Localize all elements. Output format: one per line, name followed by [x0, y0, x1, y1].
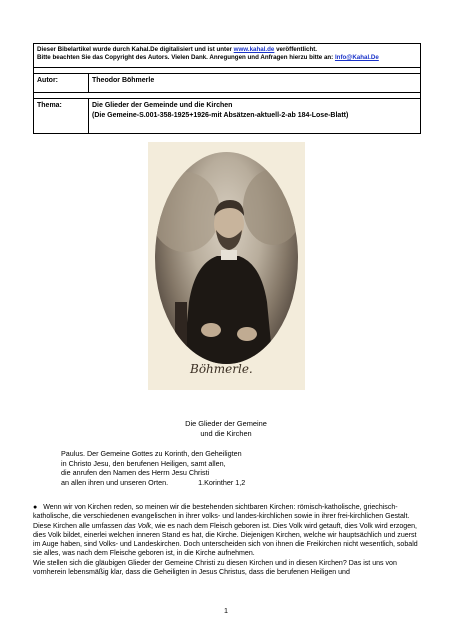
notice-text-3: Bitte beachten Sie das Copyright des Autors. Vielen Dank. Anregungen und Anfragen hierzu bitte an:: [37, 54, 335, 62]
verse-line: Paulus. Der Gemeine Gottes zu Korinth, den Geheiligten: [61, 449, 242, 458]
email-link[interactable]: Info@Kahal.De: [334, 54, 379, 62]
bible-verse: [61, 449, 245, 487]
paragraph-1: [33, 503, 425, 559]
notice-text-2: veröffentlicht.: [274, 46, 318, 53]
paragraph-2: Wie stellen sich die gläubigen Glieder der Gemeine Christi zu diesen Kirchen und in diesen Kirchen? Das ist uns von vornherein lebensmäßig klar, dass die Geheiligten in Jesus Christus, dass die berufenen Heiligen und: [33, 559, 397, 577]
digitization-notice: [34, 44, 421, 68]
signature: Böhmerle.: [190, 362, 253, 376]
kahal-link[interactable]: www.kahal.de: [233, 46, 275, 53]
header-table: [33, 43, 421, 134]
thema-value: [89, 99, 421, 134]
verse-reference: 1.Korinther 1,2: [198, 477, 246, 487]
title-line-2: und die Kirchen: [200, 429, 252, 438]
thema-label: Thema:: [34, 99, 89, 134]
verse-line: die anrufen den Namen des Herrn Jesu Christi: [61, 468, 210, 478]
title-line-1: Die Glieder der Gemeine: [185, 419, 267, 428]
thema-line-1: Die Glieder der Gemeinde und die Kirchen: [92, 102, 233, 109]
paragraph-1-part-2: , wie es nach dem Fleisch geboren ist. Dies Volk wird getauft, dies Volk wird erzogen, dies Volk bildet, einerlei welchen inneren Stand es hat, die Kirche. Diejenigen Kirchen, welche wir hauptsächlich und zuerst im Auge haben, sind Volks- und Landeskirchen. Doch unterscheiden sich von ihnen die Freikirchen nicht wesentlich, sobald sie alles, was nach dem Fleische geboren ist, in die Kirche aufnehmen.: [33, 522, 418, 558]
portrait-figure: [155, 152, 298, 364]
portrait-photo: [148, 142, 305, 390]
paragraph-1-emphasis: das Volk: [124, 522, 152, 530]
verse-text: an allen ihren und unseren Orten.: [61, 477, 169, 487]
portrait-oval: [155, 152, 298, 364]
thema-line-2: (Die Gemeine-S.001-358-1925+1926-mit Absätzen-aktuell-2-ab 184-Lose-Blatt): [92, 111, 349, 119]
body-text: [33, 503, 425, 577]
article-title: [0, 419, 452, 439]
verse-line: in Christo Jesu, den berufenen Heiligen, samt allen,: [61, 458, 226, 468]
author-label: Autor:: [34, 74, 89, 93]
author-value: Theodor Böhmerle: [89, 74, 421, 93]
bullet-icon: ●: [33, 504, 38, 511]
verse-line-last: [61, 478, 245, 488]
paragraph-1-part-1: Wenn wir von Kirchen reden, so meinen wir die bestehenden sichtbaren Kirchen: römisch-katholische, griechisch-katholische, die verschiedenen evangelischen in ihrer volks- und landes-kirchlichen sowie in ihrer frei-kirchlichen Gestalt. Diese Kirchen alle umfassen: [33, 504, 410, 530]
notice-text-1: Dieser Bibelartikel wurde durch Kahal.De digitalisiert und ist unter: [37, 46, 234, 53]
page-number: 1: [224, 606, 228, 615]
